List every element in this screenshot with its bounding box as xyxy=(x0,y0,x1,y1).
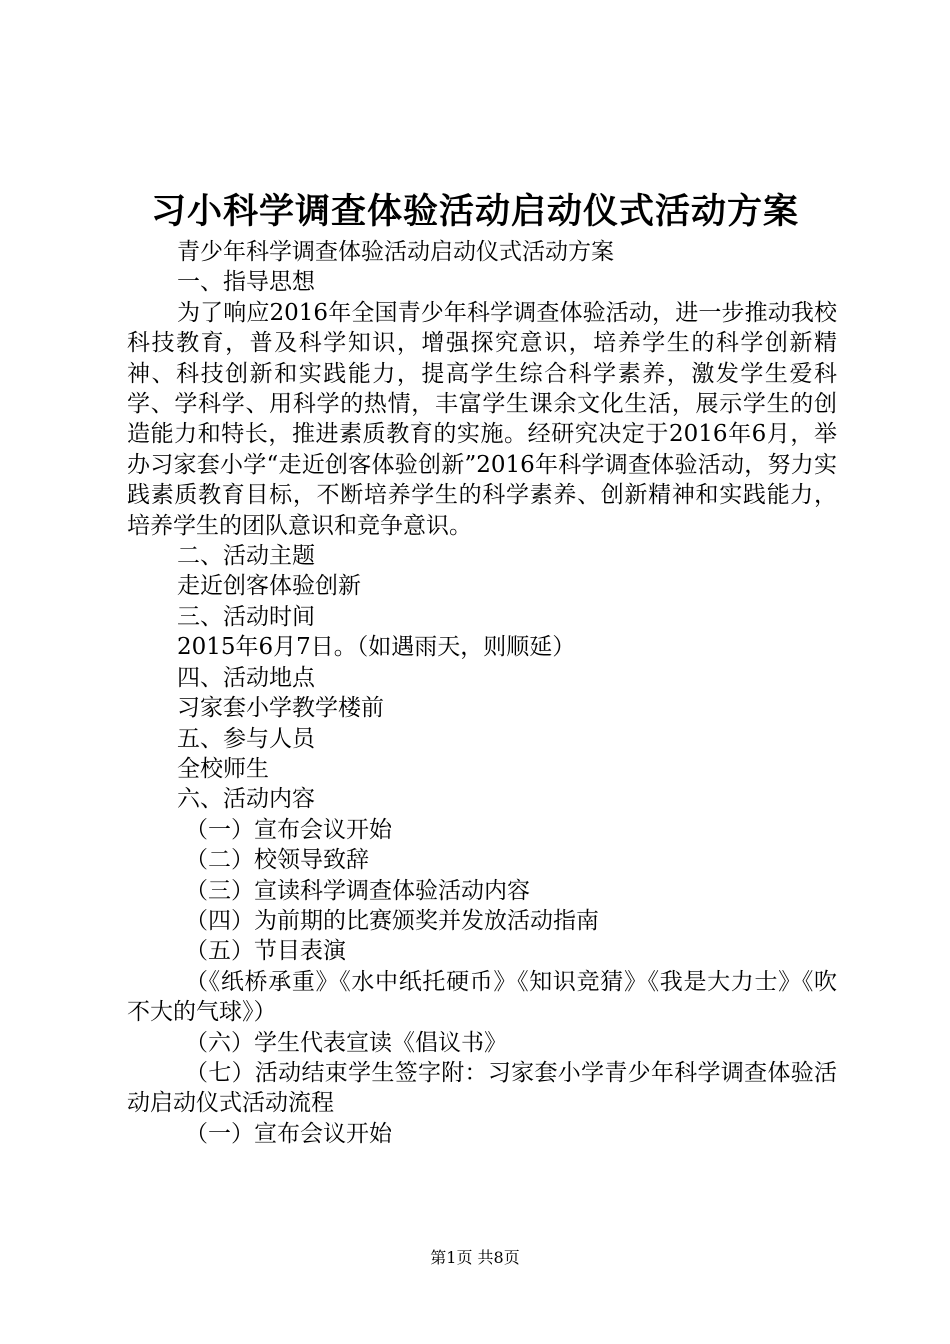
paragraph-guiding-thought: 为了响应2016年全国青少年科学调查体验活动，进一步推动我校科技教育，普及科学知识，增强探究意识，培养学生的科学创新精神、科技创新和实践能力，提高学生综合科学素养，激发学生爱科学、学科学、用科学的热情，丰富学生课余文化生活，展示学生的创造能力和特长，推进素质教育的实施。经研究决定于2016年6月，举办习家套小学“走近创客体验创新”2016年科学调查体验活动，努力实践素质教育目标，不断培养学生的科学素养、创新精神和实践能力，培养学生的团队意识和竞争意识。 xyxy=(127,299,837,539)
paragraph-subtitle: 青少年科学调查体验活动启动仪式活动方案 xyxy=(177,239,614,265)
paragraph-time: 2015年6月7日。（如遇雨天，则顺延） xyxy=(177,634,576,661)
list-item: （三）宣读科学调查体验活动内容 xyxy=(185,877,530,904)
list-item: （四）为前期的比赛颁奖并发放活动指南 xyxy=(185,907,599,934)
list-item: （七）活动结束学生签字附：习家套小学青少年科学调查体验活动启动仪式活动流程 xyxy=(127,1059,837,1117)
list-item: （五）节目表演 xyxy=(185,938,346,965)
paragraph-participants: 全校师生 xyxy=(177,755,269,782)
section-heading-location: 四、活动地点 xyxy=(177,664,315,691)
section-heading-guiding-thought: 一、指导思想 xyxy=(177,269,315,296)
paragraph-theme: 走近创客体验创新 xyxy=(177,573,361,600)
document-body xyxy=(127,237,837,1149)
list-item: （一）宣布会议开始 xyxy=(185,1120,392,1147)
list-item: （六）学生代表宣读《倡议书》 xyxy=(185,1029,507,1056)
page-footer: 第1页 共8页 xyxy=(430,1248,520,1267)
section-heading-theme: 二、活动主题 xyxy=(177,543,315,570)
list-item: （二）校领导致辞 xyxy=(185,847,369,874)
list-item: （一）宣布会议开始 xyxy=(185,816,392,843)
paragraph-location: 习家套小学教学楼前 xyxy=(177,695,384,722)
section-heading-time: 三、活动时间 xyxy=(177,603,315,630)
section-heading-participants: 五、参与人员 xyxy=(177,725,315,752)
list-item: （《纸桥承重》《水中纸托硬币》《知识竞猜》《我是大力士》《吹不大的气球》） xyxy=(127,968,837,1026)
section-heading-content: 六、活动内容 xyxy=(177,786,315,813)
document-title: 习小科学调查体验活动启动仪式活动方案 xyxy=(150,192,799,232)
